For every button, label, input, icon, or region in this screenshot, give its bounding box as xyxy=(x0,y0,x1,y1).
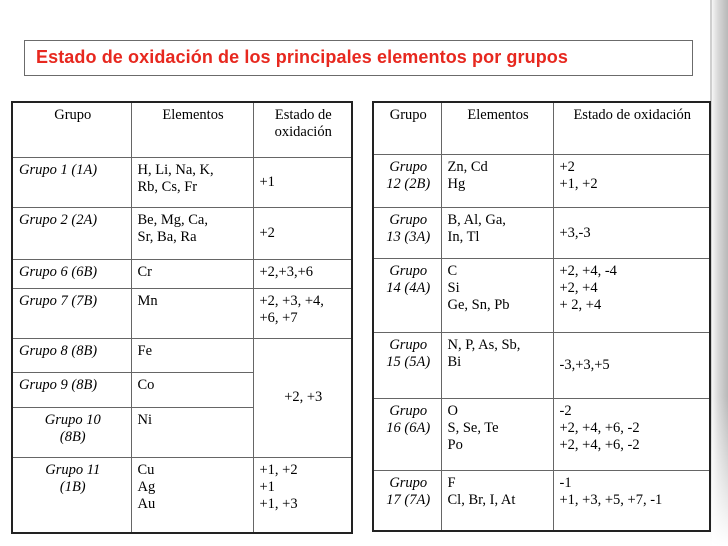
header-elementos: Elementos xyxy=(441,102,553,154)
group-cell: Grupo 6 (6B) xyxy=(12,259,131,288)
group-cell: Grupo 14 (4A) xyxy=(373,259,441,332)
oxidation-cell: +3,-3 xyxy=(553,207,710,258)
table-row xyxy=(373,471,710,531)
table-row xyxy=(12,457,352,533)
slide-title: Estado de oxidación de los principales elementos por grupos xyxy=(24,40,693,76)
group-cell: Grupo 15 (5A) xyxy=(373,332,441,398)
oxidation-cell: -3,+3,+5 xyxy=(553,332,710,398)
right-oxidation-table xyxy=(372,101,711,532)
group-cell: Grupo 10 (8B) xyxy=(12,407,131,457)
elements-cell: N, P, As, Sb, Bi xyxy=(441,332,553,398)
elements-cell: Cr xyxy=(131,259,253,288)
table-row xyxy=(373,259,710,332)
group-cell: Grupo 16 (6A) xyxy=(373,398,441,470)
elements-cell: Cu Ag Au xyxy=(131,457,253,533)
header-estado-oxidacion: Estado de oxidación xyxy=(553,102,710,154)
oxidation-cell: +2, +4, -4 +2, +4 + 2, +4 xyxy=(553,259,710,332)
table-row xyxy=(12,288,352,338)
table-row xyxy=(12,157,352,207)
group-cell: Grupo 12 (2B) xyxy=(373,154,441,207)
header-grupo: Grupo xyxy=(373,102,441,154)
group-cell: Grupo 11 (1B) xyxy=(12,457,131,533)
oxidation-cell: +2, +3, +4, +6, +7 xyxy=(253,288,352,338)
table-row xyxy=(12,207,352,259)
elements-cell: H, Li, Na, K, Rb, Cs, Fr xyxy=(131,157,253,207)
header-estado-oxidacion: Estado de oxidación xyxy=(253,102,352,157)
elements-cell: Mn xyxy=(131,288,253,338)
oxidation-cell-merged: +2, +3 xyxy=(253,338,352,457)
table-row xyxy=(373,398,710,470)
group-cell: Grupo 17 (7A) xyxy=(373,471,441,531)
oxidation-cell: +2 xyxy=(253,207,352,259)
elements-cell: Be, Mg, Ca, Sr, Ba, Ra xyxy=(131,207,253,259)
table-header-row xyxy=(373,102,710,154)
oxidation-cell: +2 +1, +2 xyxy=(553,154,710,207)
elements-cell: F Cl, Br, I, At xyxy=(441,471,553,531)
elements-cell: Co xyxy=(131,372,253,407)
oxidation-cell: +1 xyxy=(253,157,352,207)
oxidation-cell: +2,+3,+6 xyxy=(253,259,352,288)
header-elementos: Elementos xyxy=(131,102,253,157)
table-row xyxy=(373,332,710,398)
table-row xyxy=(373,154,710,207)
group-cell: Grupo 13 (3A) xyxy=(373,207,441,258)
elements-cell: Ni xyxy=(131,407,253,457)
table-header-row xyxy=(12,102,352,157)
group-cell: Grupo 2 (2A) xyxy=(12,207,131,259)
table-row xyxy=(12,338,352,372)
group-cell: Grupo 1 (1A) xyxy=(12,157,131,207)
header-grupo: Grupo xyxy=(12,102,131,157)
group-cell: Grupo 9 (8B) xyxy=(12,372,131,407)
elements-cell: O S, Se, Te Po xyxy=(441,398,553,470)
elements-cell: B, Al, Ga, In, Tl xyxy=(441,207,553,258)
table-row xyxy=(373,207,710,258)
elements-cell: Fe xyxy=(131,338,253,372)
oxidation-cell: +1, +2 +1 +1, +3 xyxy=(253,457,352,533)
background-stripe xyxy=(710,0,728,546)
table-row xyxy=(12,259,352,288)
elements-cell: C Si Ge, Sn, Pb xyxy=(441,259,553,332)
group-cell: Grupo 8 (8B) xyxy=(12,338,131,372)
group-cell: Grupo 7 (7B) xyxy=(12,288,131,338)
oxidation-cell: -1 +1, +3, +5, +7, -1 xyxy=(553,471,710,531)
elements-cell: Zn, Cd Hg xyxy=(441,154,553,207)
left-oxidation-table xyxy=(11,101,353,534)
oxidation-cell: -2 +2, +4, +6, -2 +2, +4, +6, -2 xyxy=(553,398,710,470)
